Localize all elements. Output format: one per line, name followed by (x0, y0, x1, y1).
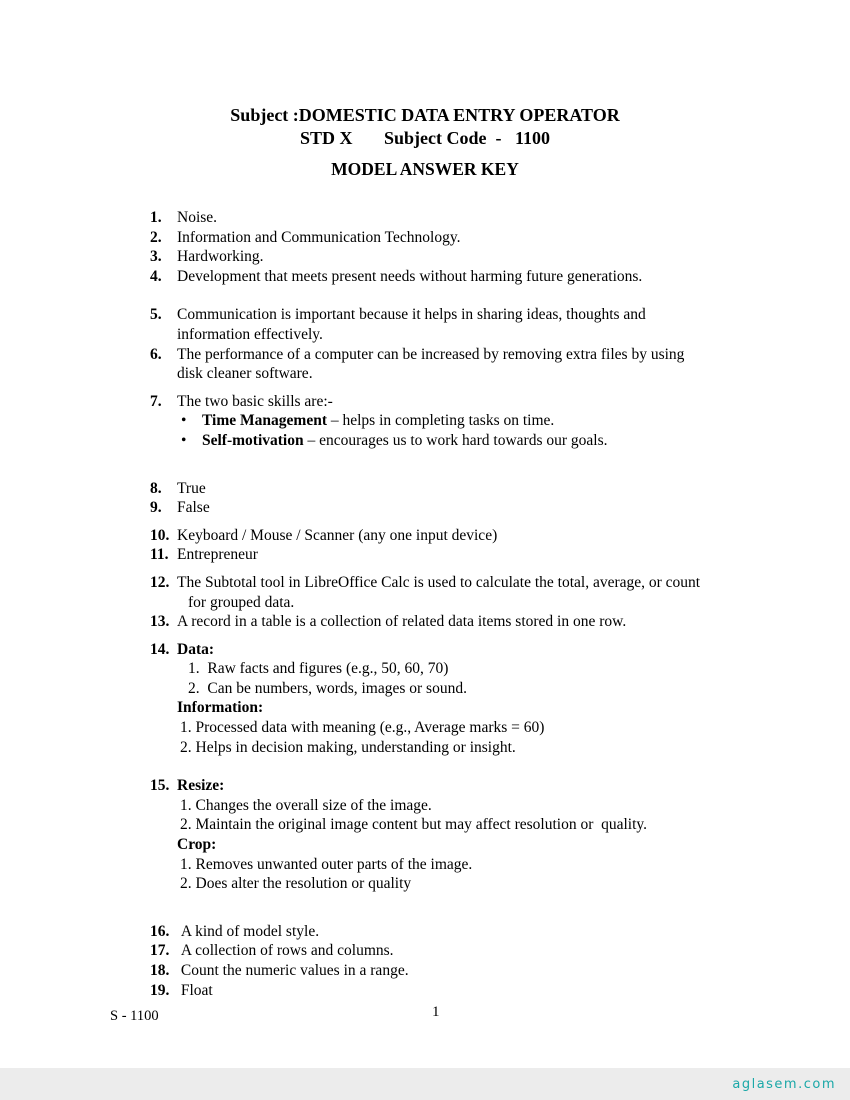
answer-item (150, 961, 800, 981)
answer-content (177, 640, 800, 758)
answer-line: True (177, 479, 206, 497)
answer-number: 15. (150, 777, 170, 795)
answer-list (150, 208, 800, 1000)
answer-item (150, 305, 800, 344)
answer-number: 5. (150, 306, 162, 324)
answer-line: Communication is important because it helps in sharing ideas, thoughts and (177, 306, 646, 324)
answer-item (150, 247, 800, 267)
answer-line: Development that meets present needs without harming future generations. (177, 267, 643, 285)
answer-key-title: MODEL ANSWER KEY (331, 159, 519, 179)
answer-number: 9. (150, 499, 162, 517)
bold-subheading: Data: (177, 640, 215, 658)
bold-subheading: Crop: (177, 836, 217, 854)
answer-line: 2. Does alter the resolution or quality (180, 875, 412, 893)
answer-content (177, 922, 800, 942)
answer-number: 7. (150, 392, 162, 410)
bullet-text: Time Management – helps in completing tasks on time. (202, 412, 555, 430)
answer-line: Float (177, 981, 213, 999)
answer-line: A kind of model style. (177, 922, 320, 940)
answer-number: 3. (150, 248, 162, 266)
answer-line: for grouped data. (188, 593, 295, 611)
bullet-text: Self-motivation – encourages us to work hard towards our goals. (202, 431, 608, 449)
answer-item (150, 612, 800, 632)
answer-number: 10. (150, 526, 170, 544)
answer-line: Noise. (177, 209, 218, 226)
answer-item (150, 526, 800, 546)
subject-title: Subject :DOMESTIC DATA ENTRY OPERATOR (230, 105, 620, 125)
bold-subheading: Resize: (177, 777, 225, 795)
answer-content (177, 498, 800, 518)
answer-line: False (177, 499, 210, 517)
answer-number: 13. (150, 613, 170, 631)
answer-item (150, 922, 800, 942)
answer-line: A collection of rows and columns. (177, 942, 394, 960)
watermark-link[interactable]: aglasem.com (732, 1077, 836, 1092)
answer-line: 1. Processed data with meaning (e.g., Average marks = 60) (180, 719, 545, 737)
bullet-line (177, 411, 800, 431)
answer-item (150, 573, 800, 612)
answer-number: 14. (150, 640, 170, 658)
answer-number: 6. (150, 345, 162, 363)
answer-content (177, 961, 800, 981)
answer-item (150, 776, 800, 894)
answer-item (150, 981, 800, 1001)
answer-content (177, 545, 800, 565)
answer-item (150, 228, 800, 248)
bullet-icon: • (181, 412, 187, 430)
answer-line: Hardworking. (177, 248, 264, 266)
answer-item (150, 498, 800, 518)
answer-item (150, 208, 800, 228)
answer-content (177, 208, 800, 228)
answer-number: 19. (150, 981, 170, 999)
answer-line: The Subtotal tool in LibreOffice Calc is used to calculate the total, average, or count (177, 573, 701, 591)
answer-content (177, 981, 800, 1001)
answer-number: 8. (150, 479, 162, 497)
answer-line: 2. Can be numbers, words, images or sound. (188, 679, 467, 697)
watermark-bar (0, 1068, 850, 1100)
answer-line: Count the numeric values in a range. (177, 962, 409, 979)
answer-number: 4. (150, 267, 162, 285)
answer-line: Keyboard / Mouse / Scanner (any one input device) (177, 526, 498, 544)
answer-line: 1. Changes the overall size of the image. (180, 796, 432, 814)
answer-line: 2. Helps in decision making, understanding or insight. (180, 738, 516, 756)
bold-subheading: Information: (177, 699, 264, 717)
answer-content (177, 345, 800, 384)
answer-item (150, 941, 800, 961)
answer-line: 1. Raw facts and figures (e.g., 50, 60, 70) (188, 660, 449, 678)
answer-content (177, 267, 800, 287)
answer-item (150, 640, 800, 758)
answer-number: 16. (150, 922, 170, 940)
answer-item (150, 267, 800, 287)
answer-content (177, 612, 800, 632)
answer-content (177, 392, 800, 451)
answer-line: disk cleaner software. (177, 365, 313, 383)
answer-content (177, 479, 800, 499)
answer-content (177, 305, 800, 344)
bullet-icon: • (181, 431, 187, 449)
answer-content (177, 228, 800, 248)
answer-line: The performance of a computer can be increased by removing extra files by using (177, 345, 685, 363)
answer-line: The two basic skills are:- (177, 392, 333, 410)
document-header (0, 0, 850, 180)
answer-item (150, 392, 800, 451)
answer-number: 12. (150, 573, 170, 591)
page-number: 1 (432, 1004, 440, 1020)
std-subject-code: STD X Subject Code - 1100 (299, 128, 550, 148)
answer-line: Information and Communication Technology. (177, 228, 461, 246)
answer-line: A record in a table is a collection of related data items stored in one row. (177, 613, 627, 631)
answer-line: 1. Removes unwanted outer parts of the image. (180, 855, 473, 873)
answer-item (150, 545, 800, 565)
answer-content (177, 247, 800, 267)
answer-number: 11. (150, 546, 169, 564)
bullet-line (177, 431, 800, 451)
answer-number: 2. (150, 228, 162, 246)
answer-line: information effectively. (177, 325, 323, 343)
answer-content (177, 941, 800, 961)
doc-code: S - 1100 (110, 1008, 159, 1024)
answer-content (177, 573, 800, 612)
answer-line: Entrepreneur (177, 546, 258, 564)
answer-content (177, 776, 800, 894)
answer-number: 1. (150, 209, 162, 226)
answer-content (177, 526, 800, 546)
answer-number: 18. (150, 962, 170, 979)
answer-item (150, 345, 800, 384)
answer-line: 2. Maintain the original image content but may affect resolution or quality. (180, 816, 648, 834)
answer-number: 17. (150, 942, 170, 960)
answer-item (150, 479, 800, 499)
